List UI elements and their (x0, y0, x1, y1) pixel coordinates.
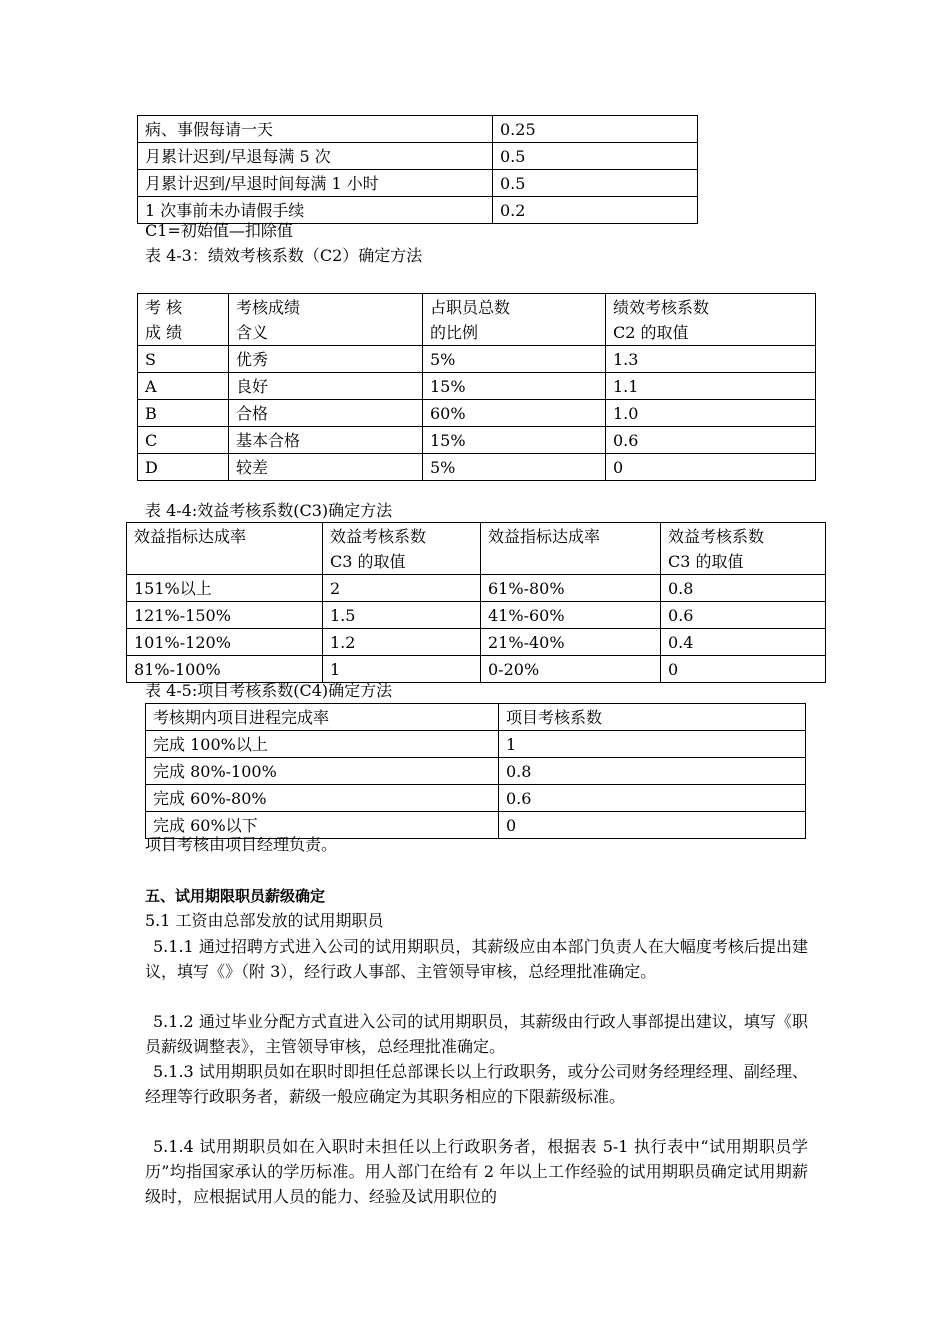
table-cell: 月累计迟到/早退时间每满 1 小时 (138, 170, 493, 197)
subsection-5-1: 5.1 工资由总部发放的试用期职员 (145, 911, 384, 930)
header-line: C2 的取值 (613, 323, 689, 342)
table-header-row (127, 523, 826, 575)
table-cell: 5% (423, 346, 606, 373)
paragraph-5-1-1: 5.1.1 通过招聘方式进入公司的试用期职员，其薪级应由本部门负责人在大幅度考核后提出建议，填写《》（附 3），经行政人事部、主管领导审核，总经理批准确定。 (145, 937, 808, 981)
header-line: 考核成绩 (236, 298, 301, 317)
deduction-table (137, 115, 698, 224)
table-cell: 0.5 (493, 170, 698, 197)
table-cell: 1.3 (606, 346, 816, 373)
header-line: 的比例 (430, 323, 479, 342)
table-cell: 优秀 (229, 346, 423, 373)
table-row (138, 170, 698, 197)
table-cell: 较差 (229, 454, 423, 481)
c1-formula: C1=初始值—扣除值 (145, 221, 293, 240)
header-cell (138, 294, 229, 346)
table-row (138, 373, 816, 400)
header-cell: 考核期内项目进程完成率 (146, 704, 499, 731)
table-cell: 完成 60%-80% (146, 785, 499, 812)
table-row (127, 602, 826, 629)
table-cell: 5% (423, 454, 606, 481)
table-row (127, 629, 826, 656)
table-cell: 0.6 (661, 602, 826, 629)
table-cell: D (138, 454, 229, 481)
table-cell: 完成 80%-100% (146, 758, 499, 785)
header-cell (423, 294, 606, 346)
table-cell: 0.8 (661, 575, 826, 602)
table-cell: 0 (499, 812, 806, 839)
header-line: 效益指标达成率 (134, 527, 247, 546)
header-line: 效益指标达成率 (488, 527, 601, 546)
header-line: 绩效考核系数 (613, 298, 710, 317)
header-line: 效益考核系数 (668, 527, 765, 546)
header-line: 成 绩 (145, 323, 183, 342)
table-cell: 41%-60% (481, 602, 661, 629)
table-cell: 81%-100% (127, 656, 323, 683)
table-cell: 15% (423, 427, 606, 454)
header-cell (229, 294, 423, 346)
header-cell (606, 294, 816, 346)
table-4-5 (145, 703, 806, 839)
table-4-3 (137, 293, 816, 481)
header-cell: 项目考核系数 (499, 704, 806, 731)
project-assessment-note: 项目考核由项目经理负责。 (145, 835, 338, 854)
table-cell: 0 (661, 656, 826, 683)
table-header-row (146, 704, 806, 731)
header-line: 占职员总数 (430, 298, 511, 317)
table-cell: 1 (499, 731, 806, 758)
caption-table-4-4: 表 4-4:效益考核系数(C3)确定方法 (145, 501, 393, 520)
table-cell: 1 次事前未办请假手续 (138, 197, 493, 224)
header-line: 考 核 (145, 298, 183, 317)
table-row (146, 731, 806, 758)
table-cell: 完成 100%以上 (146, 731, 499, 758)
header-cell (127, 523, 323, 575)
table-cell: 0 (606, 454, 816, 481)
table-row (138, 346, 816, 373)
header-line (488, 549, 653, 574)
table-cell: 15% (423, 373, 606, 400)
paragraph-5-1-3: 5.1.3 试用期职员如在职时即担任总部课长以上行政职务，或分公司财务经理经理、副经理、经理等行政职务者，薪级一般应确定为其职务相应的下限薪级标准。 (145, 1062, 808, 1106)
table-cell: 1.5 (323, 602, 481, 629)
table-cell: S (138, 346, 229, 373)
table-cell: 合格 (229, 400, 423, 427)
header-line: C3 的取值 (668, 552, 744, 571)
table-cell: 1.2 (323, 629, 481, 656)
table-cell: 良好 (229, 373, 423, 400)
header-cell (661, 523, 826, 575)
table-header-row (138, 294, 816, 346)
table-cell: 0.25 (493, 116, 698, 143)
table-cell: 1.0 (606, 400, 816, 427)
table-cell: 0.8 (499, 758, 806, 785)
table-row (138, 143, 698, 170)
table-row (127, 575, 826, 602)
table-4-4 (126, 522, 826, 683)
table-cell: 61%-80% (481, 575, 661, 602)
table-cell: 21%-40% (481, 629, 661, 656)
section-title: 五、试用期限职员薪级确定 (145, 887, 326, 905)
caption-table-4-5: 表 4-5:项目考核系数(C4)确定方法 (145, 681, 393, 700)
table-cell: 0.5 (493, 143, 698, 170)
table-cell: 0.6 (499, 785, 806, 812)
table-row (138, 454, 816, 481)
table-cell: 1 (323, 656, 481, 683)
table-row (138, 116, 698, 143)
table-row (146, 758, 806, 785)
table-cell: 0.4 (661, 629, 826, 656)
header-line: 效益考核系数 (330, 527, 427, 546)
header-line: 含义 (236, 323, 269, 342)
table-row (138, 400, 816, 427)
table-cell: C (138, 427, 229, 454)
table-row (146, 785, 806, 812)
header-line (134, 549, 315, 574)
table-cell: 0.2 (493, 197, 698, 224)
table-cell: 完成 60%以下 (146, 812, 499, 839)
table-cell: 60% (423, 400, 606, 427)
header-line: C3 的取值 (330, 552, 406, 571)
table-cell: 2 (323, 575, 481, 602)
table-cell: 基本合格 (229, 427, 423, 454)
header-cell (481, 523, 661, 575)
header-cell (323, 523, 481, 575)
table-cell: 病、事假每请一天 (138, 116, 493, 143)
table-cell: 151%以上 (127, 575, 323, 602)
table-cell: B (138, 400, 229, 427)
table-cell: 121%-150% (127, 602, 323, 629)
paragraph-5-1-4: 5.1.4 试用期职员如在入职时未担任以上行政职务者，根据表 5-1 执行表中“试用期职员学历”均指国家承认的学历标准。用人部门在给有 2 年以上工作经验的试用期职员确定试用期薪级时，应根据试用人员的能力、经验及试用职位的 (145, 1137, 808, 1206)
table-cell: 0.6 (606, 427, 816, 454)
table-row (138, 427, 816, 454)
table-cell: A (138, 373, 229, 400)
table-cell: 101%-120% (127, 629, 323, 656)
caption-table-4-3: 表 4-3：绩效考核系数（C2）确定方法 (145, 246, 423, 265)
table-cell: 月累计迟到/早退每满 5 次 (138, 143, 493, 170)
table-cell: 0-20% (481, 656, 661, 683)
paragraph-5-1-2: 5.1.2 通过毕业分配方式直进入公司的试用期职员，其薪级由行政人事部提出建议，填写《职员薪级调整表》，主管领导审核，总经理批准确定。 (145, 1012, 808, 1056)
table-cell: 1.1 (606, 373, 816, 400)
